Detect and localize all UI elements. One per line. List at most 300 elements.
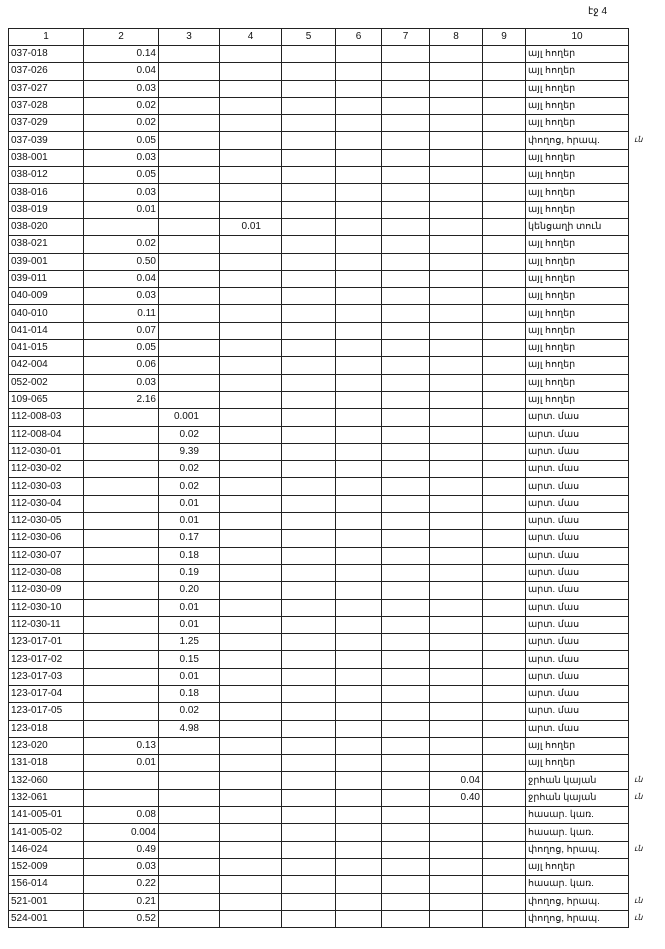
- parcel-code-cell: 039-011: [9, 270, 84, 287]
- column-header: 8: [430, 29, 483, 46]
- land-use-cell: այլ հողեր: [526, 288, 629, 305]
- col2-value-cell: [84, 634, 159, 651]
- col2-value-cell: [84, 651, 159, 668]
- col2-value-cell: 0.50: [84, 253, 159, 270]
- table-row: [9, 703, 629, 720]
- land-use-cell: այլ հողեր: [526, 357, 629, 374]
- col4-value-cell: [220, 288, 282, 305]
- empty-cell: [483, 547, 526, 564]
- parcel-code-cell: 112-030-05: [9, 513, 84, 530]
- empty-cell: [483, 755, 526, 772]
- table-row: [9, 616, 629, 633]
- land-use-cell: այլ հողեր: [526, 755, 629, 772]
- empty-cell: [382, 80, 430, 97]
- col8-value-cell: [430, 253, 483, 270]
- col8-value-cell: [430, 184, 483, 201]
- empty-cell: [483, 184, 526, 201]
- empty-cell: [382, 46, 430, 63]
- col2-value-cell: 0.03: [84, 80, 159, 97]
- col4-value-cell: [220, 461, 282, 478]
- col3-value-cell: 0.01: [159, 668, 220, 685]
- col8-value-cell: [430, 426, 483, 443]
- table-row: [9, 564, 629, 581]
- empty-cell: [382, 167, 430, 184]
- land-use-cell: արտ. մաս: [526, 582, 629, 599]
- col3-value-cell: [159, 149, 220, 166]
- col2-value-cell: 0.03: [84, 374, 159, 391]
- col8-value-cell: [430, 305, 483, 322]
- land-use-cell: արտ. մաս: [526, 513, 629, 530]
- empty-cell: [336, 97, 382, 114]
- empty-cell: [382, 115, 430, 132]
- empty-cell: [483, 374, 526, 391]
- empty-cell: [336, 668, 382, 685]
- land-use-cell: այլ հողեր: [526, 391, 629, 408]
- parcel-code-cell: 041-015: [9, 340, 84, 357]
- empty-cell: [336, 340, 382, 357]
- empty-cell: [282, 478, 336, 495]
- empty-cell: [483, 167, 526, 184]
- col8-value-cell: 0.40: [430, 789, 483, 806]
- empty-cell: [382, 201, 430, 218]
- col4-value-cell: [220, 824, 282, 841]
- col3-value-cell: [159, 270, 220, 287]
- empty-cell: [483, 115, 526, 132]
- empty-cell: [336, 426, 382, 443]
- empty-cell: [382, 858, 430, 875]
- empty-cell: [282, 167, 336, 184]
- table-row: [9, 409, 629, 426]
- margin-note: ւն: [634, 896, 643, 906]
- land-use-cell: այլ հողեր: [526, 46, 629, 63]
- empty-cell: [336, 374, 382, 391]
- empty-cell: [336, 443, 382, 460]
- land-use-cell: արտ. մաս: [526, 443, 629, 460]
- empty-cell: [282, 858, 336, 875]
- col4-value-cell: [220, 149, 282, 166]
- empty-cell: [336, 322, 382, 339]
- empty-cell: [282, 218, 336, 235]
- col3-value-cell: [159, 218, 220, 235]
- col3-value-cell: 0.02: [159, 426, 220, 443]
- empty-cell: [336, 807, 382, 824]
- col4-value-cell: [220, 184, 282, 201]
- col3-value-cell: 4.98: [159, 720, 220, 737]
- land-use-cell: փողոց, հրապ.: [526, 841, 629, 858]
- empty-cell: [282, 270, 336, 287]
- col8-value-cell: [430, 443, 483, 460]
- empty-cell: [336, 582, 382, 599]
- table-row: [9, 305, 629, 322]
- col3-value-cell: [159, 737, 220, 754]
- empty-cell: [336, 409, 382, 426]
- parcel-code-cell: 038-019: [9, 201, 84, 218]
- col4-value-cell: [220, 270, 282, 287]
- col3-value-cell: 9.39: [159, 443, 220, 460]
- col8-value-cell: [430, 132, 483, 149]
- col2-value-cell: [84, 582, 159, 599]
- empty-cell: [483, 841, 526, 858]
- empty-cell: [483, 270, 526, 287]
- parcel-code-cell: 037-018: [9, 46, 84, 63]
- empty-cell: [282, 824, 336, 841]
- table-row: [9, 513, 629, 530]
- col4-value-cell: [220, 46, 282, 63]
- col2-value-cell: [84, 495, 159, 512]
- land-use-cell: արտ. մաս: [526, 409, 629, 426]
- land-use-cell: այլ հողեր: [526, 115, 629, 132]
- empty-cell: [282, 772, 336, 789]
- empty-cell: [336, 789, 382, 806]
- land-use-cell: այլ հողեր: [526, 322, 629, 339]
- empty-cell: [282, 80, 336, 97]
- col3-value-cell: [159, 46, 220, 63]
- empty-cell: [282, 789, 336, 806]
- empty-cell: [382, 530, 430, 547]
- col8-value-cell: [430, 755, 483, 772]
- table-row: [9, 789, 629, 806]
- column-header: 3: [159, 29, 220, 46]
- col4-value-cell: [220, 668, 282, 685]
- empty-cell: [336, 63, 382, 80]
- empty-cell: [483, 218, 526, 235]
- empty-cell: [483, 236, 526, 253]
- empty-cell: [483, 461, 526, 478]
- empty-cell: [336, 288, 382, 305]
- parcel-code-cell: 040-010: [9, 305, 84, 322]
- col3-value-cell: [159, 167, 220, 184]
- col8-value-cell: [430, 547, 483, 564]
- col2-value-cell: [84, 478, 159, 495]
- col3-value-cell: 0.18: [159, 685, 220, 702]
- empty-cell: [336, 201, 382, 218]
- col8-value-cell: [430, 167, 483, 184]
- empty-cell: [483, 582, 526, 599]
- col4-value-cell: [220, 547, 282, 564]
- empty-cell: [382, 253, 430, 270]
- col8-value-cell: [430, 530, 483, 547]
- col8-value-cell: [430, 340, 483, 357]
- empty-cell: [336, 236, 382, 253]
- table-row: [9, 149, 629, 166]
- empty-cell: [382, 461, 430, 478]
- col2-value-cell: [84, 443, 159, 460]
- col3-value-cell: [159, 807, 220, 824]
- col3-value-cell: [159, 97, 220, 114]
- empty-cell: [282, 737, 336, 754]
- empty-cell: [336, 184, 382, 201]
- col8-value-cell: [430, 46, 483, 63]
- col4-value-cell: [220, 132, 282, 149]
- col3-value-cell: 0.17: [159, 530, 220, 547]
- col8-value-cell: [430, 201, 483, 218]
- empty-cell: [382, 668, 430, 685]
- col4-value-cell: [220, 167, 282, 184]
- empty-cell: [282, 322, 336, 339]
- parcel-code-cell: 112-030-01: [9, 443, 84, 460]
- col2-value-cell: [84, 409, 159, 426]
- parcel-code-cell: 123-017-02: [9, 651, 84, 668]
- empty-cell: [483, 409, 526, 426]
- empty-cell: [382, 582, 430, 599]
- col4-value-cell: [220, 807, 282, 824]
- empty-cell: [382, 495, 430, 512]
- parcel-code-cell: 132-060: [9, 772, 84, 789]
- empty-cell: [483, 564, 526, 581]
- empty-cell: [336, 720, 382, 737]
- empty-cell: [382, 270, 430, 287]
- col2-value-cell: 0.01: [84, 755, 159, 772]
- col4-value-cell: [220, 340, 282, 357]
- empty-cell: [336, 115, 382, 132]
- land-use-cell: արտ. մաս: [526, 668, 629, 685]
- col2-value-cell: [84, 513, 159, 530]
- col3-value-cell: 0.01: [159, 616, 220, 633]
- col2-value-cell: 0.49: [84, 841, 159, 858]
- land-use-cell: ջրհան կայան: [526, 772, 629, 789]
- empty-cell: [336, 530, 382, 547]
- land-use-cell: այլ հողեր: [526, 858, 629, 875]
- parcel-code-cell: 112-008-04: [9, 426, 84, 443]
- margin-note: ւն: [634, 774, 643, 784]
- table-row: [9, 340, 629, 357]
- parcel-code-cell: 141-005-02: [9, 824, 84, 841]
- col3-value-cell: [159, 63, 220, 80]
- empty-cell: [483, 668, 526, 685]
- col4-value-cell: [220, 685, 282, 702]
- col8-value-cell: [430, 374, 483, 391]
- col2-value-cell: 0.13: [84, 737, 159, 754]
- parcel-code-cell: 112-030-03: [9, 478, 84, 495]
- empty-cell: [382, 409, 430, 426]
- header-row: [9, 29, 629, 46]
- empty-cell: [382, 703, 430, 720]
- col2-value-cell: 0.04: [84, 270, 159, 287]
- empty-cell: [382, 63, 430, 80]
- col3-value-cell: 0.20: [159, 582, 220, 599]
- empty-cell: [483, 288, 526, 305]
- col2-value-cell: [84, 564, 159, 581]
- empty-cell: [336, 495, 382, 512]
- land-use-cell: արտ. մաս: [526, 634, 629, 651]
- col3-value-cell: [159, 876, 220, 893]
- table-row: [9, 858, 629, 875]
- col4-value-cell: 0.01: [220, 218, 282, 235]
- land-use-cell: փողոց, հրապ.: [526, 893, 629, 910]
- parcel-code-cell: 112-030-02: [9, 461, 84, 478]
- empty-cell: [382, 737, 430, 754]
- col2-value-cell: 0.14: [84, 46, 159, 63]
- col3-value-cell: [159, 322, 220, 339]
- table-row: [9, 910, 629, 927]
- col3-value-cell: [159, 374, 220, 391]
- land-use-cell: արտ. մաս: [526, 564, 629, 581]
- empty-cell: [382, 218, 430, 235]
- col3-value-cell: 0.02: [159, 478, 220, 495]
- table-row: [9, 253, 629, 270]
- col3-value-cell: 0.01: [159, 513, 220, 530]
- col2-value-cell: [84, 668, 159, 685]
- table-row: [9, 167, 629, 184]
- table-row: [9, 599, 629, 616]
- col2-value-cell: 0.21: [84, 893, 159, 910]
- column-header: 10: [526, 29, 629, 46]
- col2-value-cell: 0.02: [84, 236, 159, 253]
- col4-value-cell: [220, 910, 282, 927]
- empty-cell: [382, 184, 430, 201]
- land-use-cell: այլ հողեր: [526, 270, 629, 287]
- col2-value-cell: 0.11: [84, 305, 159, 322]
- col4-value-cell: [220, 737, 282, 754]
- col8-value-cell: [430, 218, 483, 235]
- empty-cell: [336, 651, 382, 668]
- empty-cell: [382, 634, 430, 651]
- table-row: [9, 184, 629, 201]
- col2-value-cell: 0.52: [84, 910, 159, 927]
- col8-value-cell: [430, 685, 483, 702]
- col2-value-cell: [84, 218, 159, 235]
- empty-cell: [336, 910, 382, 927]
- col3-value-cell: [159, 893, 220, 910]
- col2-value-cell: 0.01: [84, 201, 159, 218]
- empty-cell: [382, 236, 430, 253]
- col4-value-cell: [220, 564, 282, 581]
- table-row: [9, 270, 629, 287]
- empty-cell: [483, 63, 526, 80]
- empty-cell: [336, 634, 382, 651]
- col3-value-cell: [159, 910, 220, 927]
- col8-value-cell: [430, 409, 483, 426]
- col4-value-cell: [220, 322, 282, 339]
- col8-value-cell: 0.04: [430, 772, 483, 789]
- col4-value-cell: [220, 703, 282, 720]
- empty-cell: [483, 807, 526, 824]
- parcel-code-cell: 112-030-06: [9, 530, 84, 547]
- land-use-cell: արտ. մաս: [526, 426, 629, 443]
- col4-value-cell: [220, 495, 282, 512]
- land-use-cell: այլ հողեր: [526, 201, 629, 218]
- col3-value-cell: [159, 824, 220, 841]
- parcel-code-cell: 123-017-05: [9, 703, 84, 720]
- empty-cell: [382, 288, 430, 305]
- col3-value-cell: [159, 184, 220, 201]
- col3-value-cell: [159, 357, 220, 374]
- empty-cell: [483, 513, 526, 530]
- table-row: [9, 236, 629, 253]
- parcel-code-cell: 112-008-03: [9, 409, 84, 426]
- empty-cell: [282, 513, 336, 530]
- table-row: [9, 876, 629, 893]
- empty-cell: [282, 288, 336, 305]
- col3-value-cell: [159, 288, 220, 305]
- parcel-code-cell: 039-001: [9, 253, 84, 270]
- empty-cell: [382, 564, 430, 581]
- parcel-code-cell: 524-001: [9, 910, 84, 927]
- empty-cell: [336, 391, 382, 408]
- empty-cell: [336, 357, 382, 374]
- empty-cell: [336, 253, 382, 270]
- col8-value-cell: [430, 478, 483, 495]
- table-row: [9, 893, 629, 910]
- empty-cell: [336, 755, 382, 772]
- col3-value-cell: 0.02: [159, 703, 220, 720]
- table-row: [9, 426, 629, 443]
- col4-value-cell: [220, 391, 282, 408]
- empty-cell: [336, 772, 382, 789]
- empty-cell: [382, 305, 430, 322]
- parcel-code-cell: 041-014: [9, 322, 84, 339]
- empty-cell: [282, 201, 336, 218]
- parcel-code-cell: 042-004: [9, 357, 84, 374]
- land-use-cell: արտ. մաս: [526, 599, 629, 616]
- parcel-code-cell: 112-030-04: [9, 495, 84, 512]
- empty-cell: [483, 391, 526, 408]
- col8-value-cell: [430, 841, 483, 858]
- parcel-code-cell: 038-001: [9, 149, 84, 166]
- col3-value-cell: 0.02: [159, 461, 220, 478]
- empty-cell: [483, 893, 526, 910]
- table-row: [9, 443, 629, 460]
- col2-value-cell: 0.06: [84, 357, 159, 374]
- col8-value-cell: [430, 236, 483, 253]
- empty-cell: [483, 97, 526, 114]
- empty-cell: [336, 513, 382, 530]
- parcel-code-cell: 123-018: [9, 720, 84, 737]
- empty-cell: [282, 374, 336, 391]
- empty-cell: [483, 322, 526, 339]
- empty-cell: [483, 772, 526, 789]
- empty-cell: [336, 270, 382, 287]
- col4-value-cell: [220, 755, 282, 772]
- table-row: [9, 132, 629, 149]
- col8-value-cell: [430, 703, 483, 720]
- parcel-code-cell: 521-001: [9, 893, 84, 910]
- empty-cell: [483, 824, 526, 841]
- col8-value-cell: [430, 893, 483, 910]
- col3-value-cell: [159, 841, 220, 858]
- col2-value-cell: [84, 547, 159, 564]
- col8-value-cell: [430, 322, 483, 339]
- empty-cell: [282, 720, 336, 737]
- parcel-code-cell: 037-028: [9, 97, 84, 114]
- empty-cell: [483, 340, 526, 357]
- col4-value-cell: [220, 63, 282, 80]
- land-use-cell: ջրհան կայան: [526, 789, 629, 806]
- parcel-code-cell: 038-016: [9, 184, 84, 201]
- empty-cell: [282, 893, 336, 910]
- empty-cell: [282, 305, 336, 322]
- col8-value-cell: [430, 149, 483, 166]
- col8-value-cell: [430, 97, 483, 114]
- empty-cell: [282, 97, 336, 114]
- land-use-cell: այլ հողեր: [526, 149, 629, 166]
- empty-cell: [483, 80, 526, 97]
- land-use-cell: այլ հողեր: [526, 167, 629, 184]
- empty-cell: [336, 305, 382, 322]
- land-use-cell: այլ հողեր: [526, 80, 629, 97]
- col3-value-cell: 0.19: [159, 564, 220, 581]
- table-row: [9, 530, 629, 547]
- empty-cell: [282, 703, 336, 720]
- empty-cell: [483, 910, 526, 927]
- col8-value-cell: [430, 582, 483, 599]
- empty-cell: [282, 495, 336, 512]
- empty-cell: [282, 530, 336, 547]
- col2-value-cell: 0.004: [84, 824, 159, 841]
- col3-value-cell: [159, 789, 220, 806]
- col2-value-cell: 0.05: [84, 167, 159, 184]
- land-use-cell: այլ հողեր: [526, 253, 629, 270]
